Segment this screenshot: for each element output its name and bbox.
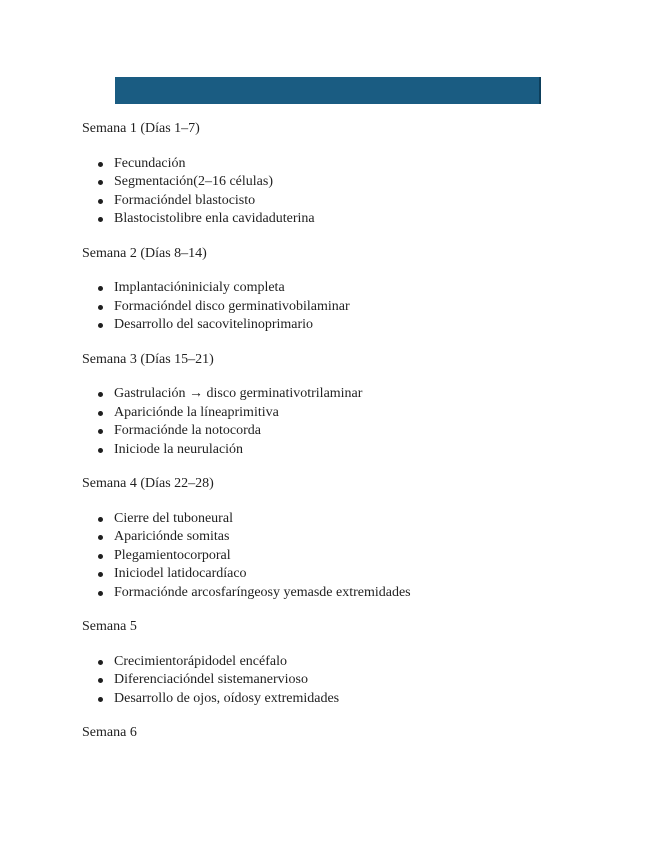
- week-section: [82, 724, 622, 743]
- bullet-icon: [98, 697, 103, 702]
- week-title: Semana 2 (Días 8–14): [82, 245, 207, 261]
- milestone-list: [82, 653, 622, 709]
- milestone-text: Formacióndel disco germinativobilaminar: [114, 298, 350, 314]
- bullet-icon: [98, 411, 103, 416]
- bullet-icon: [98, 199, 103, 204]
- milestone-text: Implantacióninicialy completa: [114, 280, 285, 295]
- milestone-text: Iniciodel latidocardíaco: [114, 566, 247, 581]
- milestone-text: Formacióndel blastocisto: [114, 192, 256, 208]
- milestone-item: [114, 565, 622, 584]
- milestone-item: [114, 528, 622, 547]
- milestone-list: [82, 155, 622, 229]
- milestone-item: [114, 173, 622, 192]
- milestone-item: [114, 404, 622, 423]
- week-section: [82, 618, 622, 708]
- milestone-item: [114, 547, 622, 566]
- week-title: Semana 4 (Días 22–28): [82, 476, 214, 491]
- milestone-text: Cierre del tuboneural: [114, 510, 233, 526]
- milestone-list: [82, 510, 622, 603]
- week-section: [82, 245, 622, 335]
- milestone-text: Formaciónde arcosfaríngeosy yemasde extremidades: [114, 584, 411, 600]
- milestone-text: Desarrollo de ojos, oídosy extremidades: [114, 690, 340, 706]
- milestone-text: Apariciónde somitas: [114, 529, 230, 544]
- bullet-icon: [98, 305, 103, 310]
- milestone-text: Crecimientorápidodel encéfalo: [114, 653, 287, 669]
- bullet-icon: [98, 554, 103, 559]
- milestone-item: [114, 422, 622, 441]
- milestone-text: Apariciónde la líneaprimitiva: [114, 404, 279, 420]
- bullet-icon: [98, 448, 103, 453]
- milestone-item: [114, 155, 622, 174]
- header-bar: [115, 77, 541, 104]
- milestone-item: [114, 316, 622, 335]
- week-title: Semana 6: [82, 725, 137, 740]
- week-section: [82, 351, 622, 460]
- week-title: Semana 5: [82, 619, 137, 634]
- milestone-text: Diferenciacióndel sistemanervioso: [114, 672, 308, 687]
- milestone-text: Segmentación(2–16 células): [114, 174, 274, 189]
- bullet-icon: [98, 162, 103, 167]
- milestone-item: [114, 671, 622, 690]
- bullet-icon: [98, 323, 103, 328]
- bullet-icon: [98, 517, 103, 522]
- milestone-item: [114, 279, 622, 298]
- bullet-icon: [98, 180, 103, 185]
- milestone-item: [114, 653, 622, 672]
- bullet-icon: [98, 678, 103, 683]
- milestone-item: [114, 441, 622, 460]
- bullet-icon: [98, 429, 103, 434]
- milestone-item: [114, 385, 622, 404]
- bullet-icon: [98, 591, 103, 596]
- bullet-icon: [98, 572, 103, 577]
- document-body: [82, 120, 622, 743]
- milestone-text: Desarrollo del sacovitelinoprimario: [114, 317, 314, 332]
- bullet-icon: [98, 535, 103, 540]
- milestone-item: [114, 298, 622, 317]
- milestone-text: Gastrulación → disco germinativotrilaminar: [114, 386, 363, 401]
- milestone-item: [114, 584, 622, 603]
- milestone-text: Plegamientocorporal: [114, 547, 231, 563]
- milestone-text: Fecundación: [114, 155, 186, 171]
- week-section: [82, 120, 622, 229]
- milestone-list: [82, 279, 622, 335]
- milestone-text: Blastocistolibre enla cavidaduterina: [114, 211, 315, 226]
- milestone-item: [114, 510, 622, 529]
- week-title: Semana 3 (Días 15–21): [82, 351, 214, 367]
- milestone-text: Iniciode la neurulación: [114, 441, 244, 457]
- week-title: Semana 1 (Días 1–7): [82, 121, 200, 136]
- bullet-icon: [98, 217, 103, 222]
- milestone-item: [114, 690, 622, 709]
- bullet-icon: [98, 392, 103, 397]
- bullet-icon: [98, 660, 103, 665]
- milestone-item: [114, 210, 622, 229]
- bullet-icon: [98, 286, 103, 291]
- milestone-text: Formaciónde la notocorda: [114, 423, 261, 438]
- milestone-item: [114, 192, 622, 211]
- week-section: [82, 475, 622, 602]
- milestone-list: [82, 385, 622, 459]
